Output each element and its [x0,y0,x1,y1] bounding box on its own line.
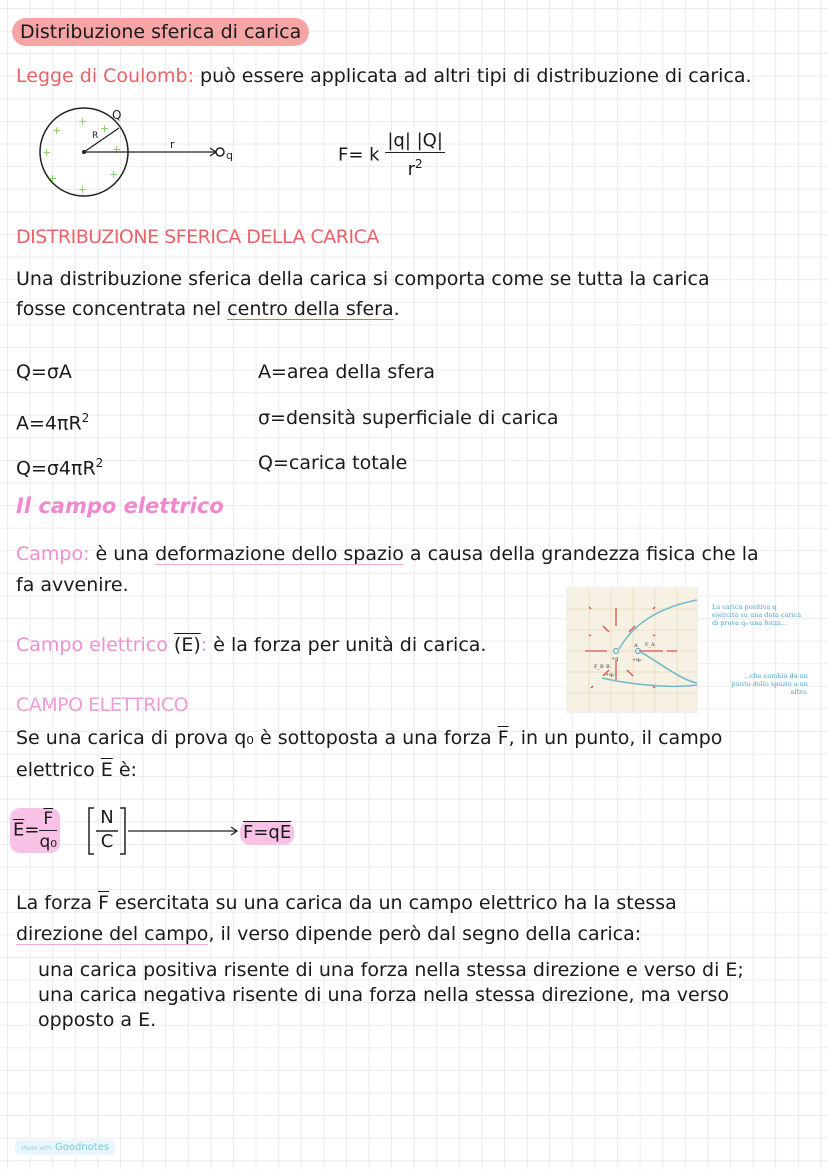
goodnotes-badge: Made with Goodnotes [15,1140,115,1155]
coulomb-formula: F= k $\frac{|q| |Q|}{r^2}$ [338,130,443,180]
unit-bracket: N C [88,806,126,856]
figure-caption-2: ...che cambia da un punto dello spazio a un altro. [731,672,808,696]
test-charge-label: q [226,149,233,162]
formula-right-0: A=area della sfera [258,361,436,383]
label-plus-q: +q [611,656,619,662]
svg-text:+: + [48,172,58,185]
campo-elettrico-definition: Campo elettrico (E): è la forza per unità di carica. [16,634,487,656]
svg-text:+: + [42,146,52,159]
section-heading-field: Il campo elettrico [16,494,224,518]
electric-field-figure [566,587,698,713]
radius-label: R [92,131,99,141]
figure-caption-1: La carica positiva q esercita su una data carica di prova q₀ una forza... [712,603,802,627]
svg-text:+: + [78,115,88,128]
section-heading-distribution: DISTRIBUZIONE SFERICA DELLA CARICA [16,226,379,248]
test-charge-line2: elettrico $\overline{E}$ è: [16,759,137,781]
svg-text:+: + [112,143,122,156]
svg-text:+: + [100,122,110,135]
distance-label: r [170,138,175,151]
equation-highlight: $\overline{E}=$ $\frac{\overline{F}}{\text{q₀}}$ [10,808,60,853]
formula-left-1: $A=4\pi R^2$ [16,411,90,435]
formula-right-2: Q=carica totale [258,452,408,474]
formula-right-1: σ=densità superficiale di carica [258,407,559,429]
underlined-center: centro della sfera [227,298,394,320]
force-direction-line2: direzione del campo, il verso dipende però dal segno della carica: [16,923,642,945]
label-FA: F_A [645,642,655,648]
bullet-negative-cont: opposto a E. [38,1009,157,1031]
coulomb-fraction: $\frac{|q| |Q|}{r^2}$ [387,130,443,180]
svg-text:+: + [52,124,62,137]
formula-left-2: $Q=\sigma 4\pi R^2$ [16,456,104,480]
label-FB: F_B [594,664,604,670]
sphere-label: Q [112,108,122,122]
section-heading-campo-caps: CAMPO ELETTRICO [16,694,189,716]
distribution-text-line2: fosse concentrata nel centro della sfera. [16,298,400,320]
svg-text:+: + [78,183,88,196]
force-direction-line1: La forza $\overline{F}$ esercitata su una carica da un campo elettrico ha la stessa [16,892,677,914]
page-title: Distribuzione sferica di carica [12,18,309,46]
label-B: B [606,664,610,670]
svg-text:+: + [109,168,119,181]
test-charge-line1: Se una carica di prova q₀ è sottoposta a una forza $\overline{F}$, in un punto, il campo [16,727,723,749]
formula-left-0: Q=σA [16,361,72,383]
label-A: A [634,643,638,649]
campo-definition-line2: fa avvenire. [16,574,129,596]
campo-definition-line1: Campo: è una deformazione dello spazio a causa della grandezza fisica che la [16,543,759,565]
label-plus-q0-a: +q₀ [632,657,642,663]
distribution-text-line1: Una distribuzione sferica della carica si comporta come se tutta la carica [16,268,710,290]
force-equation: F=qE [240,821,294,845]
arrow-icon [128,825,240,837]
coulomb-text: può essere applicata ad altri tipi di distribuzione di carica. [193,65,752,87]
sphere-diagram [30,102,250,202]
field-equation [10,808,60,853]
bullet-negative: una carica negativa risente di una forza nella stessa direzione, ma verso [38,984,730,1006]
coulomb-line [16,64,752,88]
coulomb-label: Legge di Coulomb: [16,65,194,87]
plus-charges [42,115,121,196]
field-lines-diagram [567,588,697,712]
bullet-positive: una carica positiva risente di una forza nella stessa direzione e verso di E; [38,959,744,981]
label-plus-q0-b: +q₀ [605,672,615,678]
